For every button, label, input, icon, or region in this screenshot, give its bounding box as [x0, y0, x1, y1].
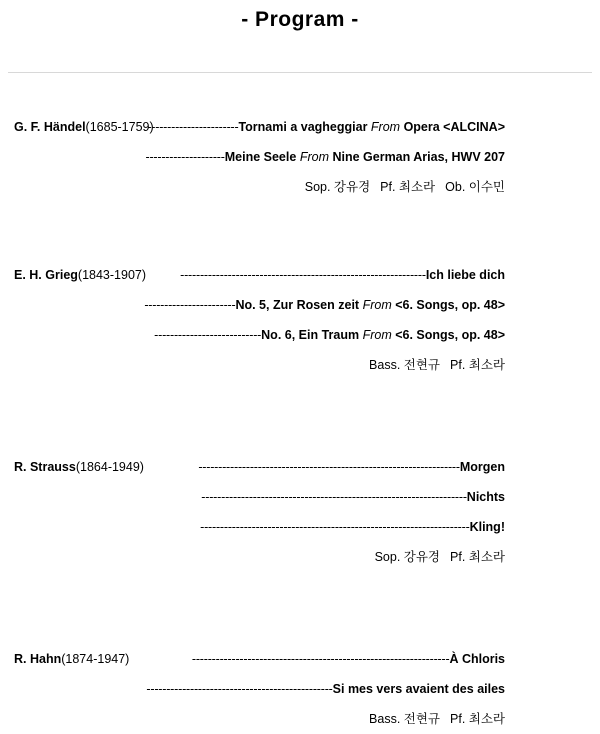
work-line: -----------------------------------------------Si mes vers avaient des ailes	[146, 682, 505, 696]
performer-row	[0, 172, 600, 202]
work-line: ------------------------------------------------------------------Morgen	[198, 460, 505, 474]
program-row	[0, 112, 600, 142]
block-spacer	[0, 572, 600, 644]
header-divider	[8, 72, 592, 73]
program-block	[0, 644, 600, 734]
program-row	[0, 142, 600, 172]
page-title: - Program -	[241, 8, 359, 31]
performer-row	[0, 542, 600, 572]
program-page	[0, 8, 600, 726]
composer-name: R. Hahn(1874-1947)	[14, 652, 130, 666]
block-spacer	[0, 202, 600, 260]
performer-row	[0, 350, 600, 380]
composer-name: G. F. Händel(1685-1759)	[14, 120, 154, 134]
program-row	[0, 452, 600, 482]
program-list	[0, 112, 600, 734]
program-row	[0, 644, 600, 674]
performer-row	[0, 704, 600, 734]
block-spacer	[0, 380, 600, 452]
performers: Sop. 강유경 Pf. 최소라	[374, 550, 505, 564]
program-block	[0, 112, 600, 202]
work-line: -----------------------Tornami a vagheggiar From Opera <ALCINA>	[147, 120, 505, 134]
work-line: -----------------------No. 5, Zur Rosen zeit From <6. Songs, op. 48>	[144, 298, 505, 312]
work-line: -------------------------------------------------------------------Nichts	[201, 490, 505, 504]
work-line: --------------------Meine Seele From Nine German Arias, HWV 207	[145, 150, 505, 164]
program-row	[0, 674, 600, 704]
program-block	[0, 260, 600, 380]
program-row	[0, 482, 600, 512]
program-row	[0, 512, 600, 542]
composer-name: R. Strauss(1864-1949)	[14, 460, 144, 474]
work-line: -----------------------------------------------------------------À Chloris	[191, 652, 505, 666]
work-line: --------------------------------------------------------------Ich liebe dich	[180, 268, 505, 282]
work-line: ---------------------------No. 6, Ein Traum From <6. Songs, op. 48>	[154, 328, 505, 342]
performers: Bass. 전현규 Pf. 최소라	[369, 358, 505, 372]
performers: Bass. 전현규 Pf. 최소라	[369, 712, 505, 726]
program-row	[0, 260, 600, 290]
performers: Sop. 강유경 Pf. 최소라 Ob. 이수민	[304, 180, 505, 194]
program-block	[0, 452, 600, 572]
work-line: --------------------------------------------------------------------Kling!	[200, 520, 505, 534]
program-row	[0, 320, 600, 350]
program-row	[0, 290, 600, 320]
composer-name: E. H. Grieg(1843-1907)	[14, 268, 147, 282]
